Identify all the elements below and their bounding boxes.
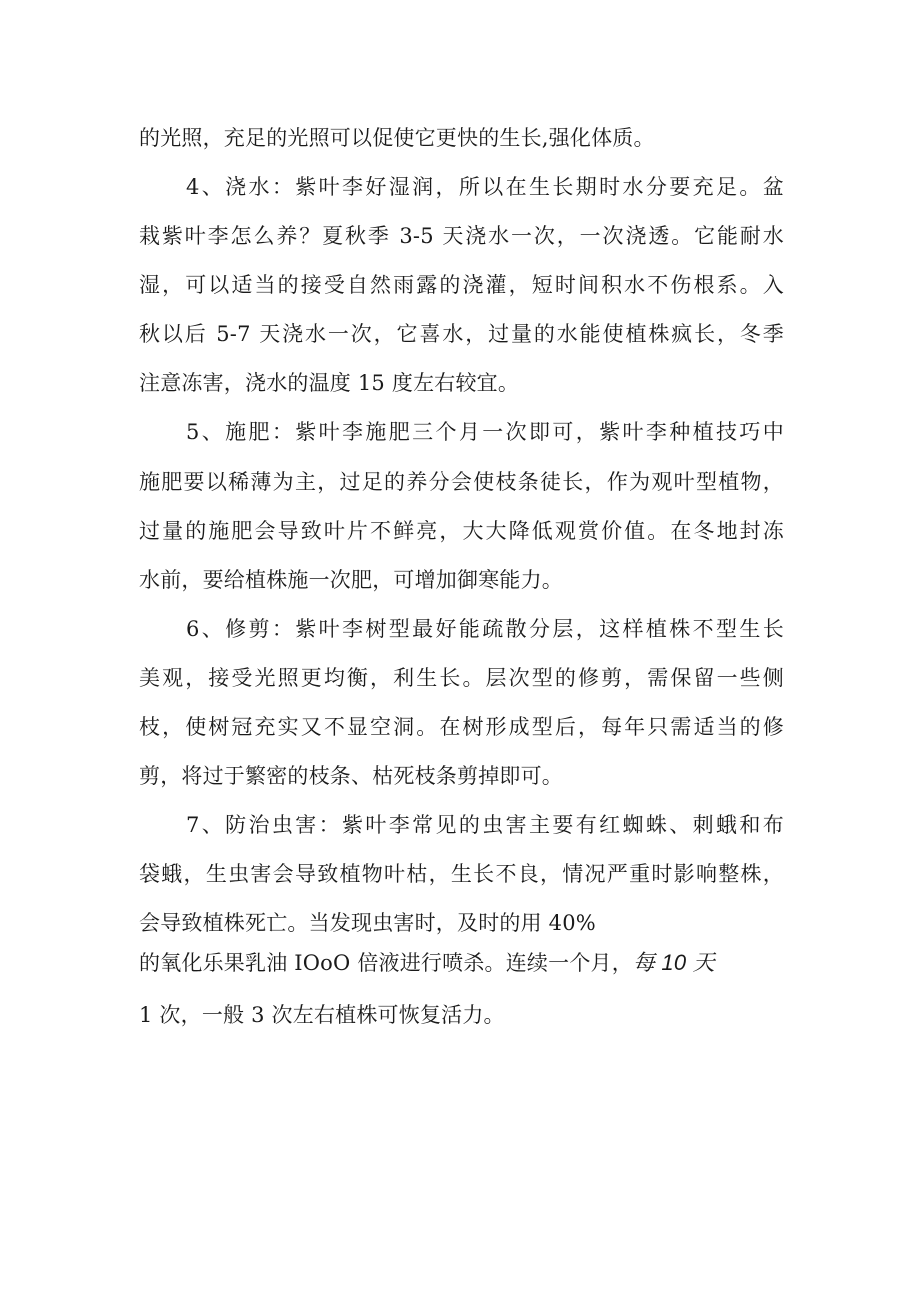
paragraph-7-line-3: 会导致植株死亡。当发现虫害时，及时的用 40% (139, 911, 596, 935)
paragraph-7-line-4 (139, 948, 784, 978)
paragraph-6-line-2: 美观，接受光照更均衡，利生长。层次型的修剪，需保留一些侧 (139, 666, 784, 690)
paragraph-6-line-3: 枝，使树冠充实又不显空洞。在树形成型后，每年只需适当的修 (139, 715, 784, 739)
paragraph-4-line-3: 湿，可以适当的接受自然雨露的浇灌，短时间积水不伤根系。入 (139, 273, 784, 297)
paragraph-5-line-3: 过量的施肥会导致叶片不鲜亮，大大降低观赏价值。在冬地封冻 (139, 519, 784, 543)
paragraph-intro-line: 的光照，充足的光照可以促使它更快的生长,强化体质。 (139, 126, 655, 150)
paragraph-5-line-2: 施肥要以稀薄为主，过足的养分会使枝条徒长，作为观叶型植物， (139, 470, 784, 494)
paragraph-5-line-4: 水前，要给植株施一次肥，可增加御寒能力。 (139, 568, 563, 592)
paragraph-7-line-1: 7、防治虫害：紫叶李常见的虫害主要有红蜘蛛、刺蛾和布 (186, 813, 784, 837)
paragraph-4-line-1: 4、浇水：紫叶李好湿润，所以在生长期时水分要充足。盆 (186, 175, 784, 199)
paragraph-5-line-1: 5、施肥：紫叶李施肥三个月一次即可，紫叶李种植技巧中 (186, 420, 784, 444)
paragraph-6-line-1: 6、修剪：紫叶李树型最好能疏散分层，这样植株不型生长 (186, 617, 784, 641)
paragraph-7-line-5: 1 次，一般 3 次左右植株可恢复活力。 (139, 1003, 505, 1027)
paragraph-7-line-4-italic-text: 每 10 天 (632, 950, 715, 975)
paragraph-7-line-2: 袋蛾，生虫害会导致植物叶枯，生长不良，情况严重时影响整株， (139, 862, 784, 886)
paragraph-4-line-2: 栽紫叶李怎么养？夏秋季 3-5 天浇水一次，一次浇透。它能耐水 (139, 224, 784, 248)
paragraph-4-line-5: 注意冻害，浇水的温度 15 度左右较宜。 (139, 371, 520, 395)
paragraph-7-line-4-text: 的氧化乐果乳油 IOoO 倍液进行喷杀。连续一个月， (139, 951, 633, 975)
paragraph-4-line-4: 秋以后 5-7 天浇水一次，它喜水，过量的水能使植株疯长，冬季 (139, 322, 784, 346)
paragraph-6-line-4: 剪，将过于繁密的枝条、枯死枝条剪掉即可。 (139, 764, 563, 788)
